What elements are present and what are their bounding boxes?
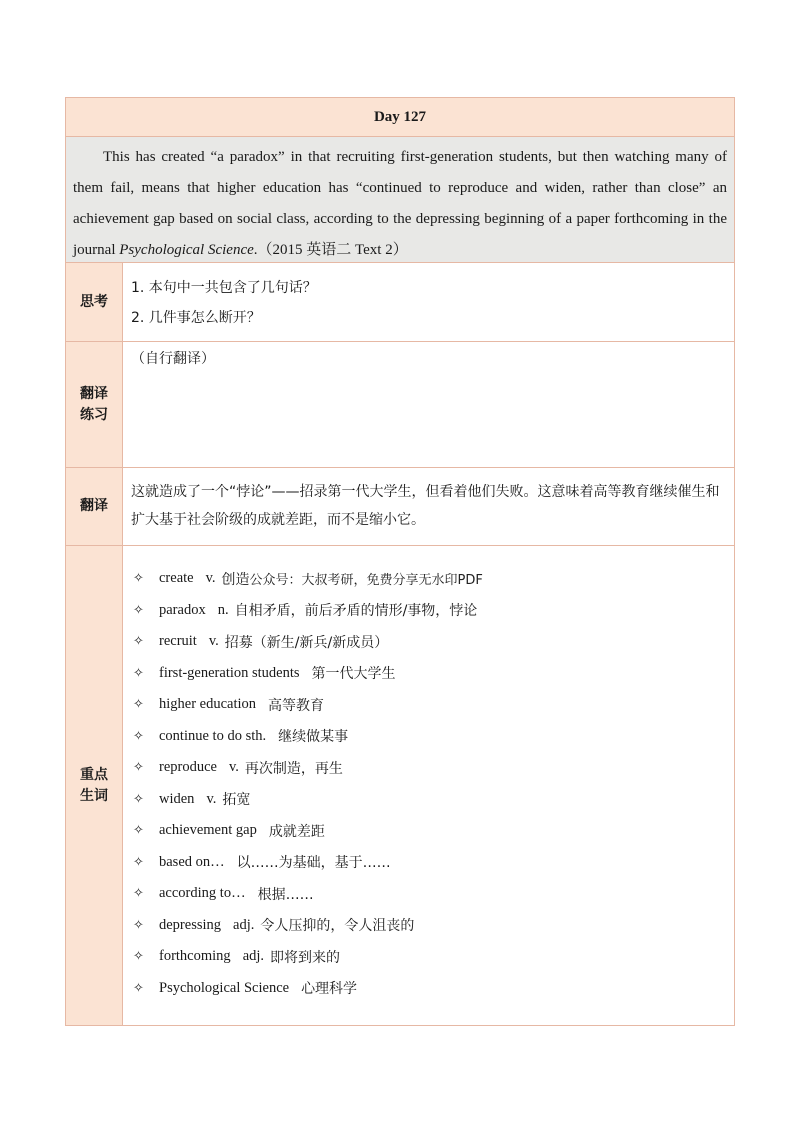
practice-label-line1: 翻译 xyxy=(80,385,108,402)
bullet-star-icon: ✧ xyxy=(133,697,144,713)
vocab-term: Psychological Science xyxy=(159,979,290,996)
bullet-star-icon: ✧ xyxy=(133,634,144,650)
vocab-item xyxy=(133,658,726,690)
think-row xyxy=(66,263,734,342)
vocab-meaning: 令人压抑的，令人沮丧的 xyxy=(260,918,415,935)
vocab-item xyxy=(133,910,726,942)
bullet-star-icon: ✧ xyxy=(133,917,144,933)
bullet-star-icon: ✧ xyxy=(133,665,144,681)
translation-row xyxy=(66,468,734,546)
vocab-item xyxy=(133,689,726,721)
sentence-row xyxy=(66,137,734,263)
bullet-star-icon: ✧ xyxy=(133,823,144,839)
vocab-term: recruit xyxy=(159,633,197,650)
vocab-pos: v. xyxy=(206,790,217,807)
vocab-label-line1: 重点 xyxy=(80,766,108,783)
think-question-1: 1. 本句中一共包含了几句话？ xyxy=(131,280,317,296)
think-questions xyxy=(123,263,734,341)
vocab-term: achievement gap xyxy=(159,822,257,839)
practice-label xyxy=(66,342,123,467)
practice-row xyxy=(66,342,734,468)
vocab-pos: adj. xyxy=(242,948,265,965)
vocab-pos: v. xyxy=(208,633,219,650)
vocab-term: paradox xyxy=(159,601,206,618)
bullet-star-icon: ✧ xyxy=(133,854,144,870)
vocab-meaning: 再次制造，再生 xyxy=(244,760,343,777)
vocab-term: continue to do sth. xyxy=(159,727,267,744)
bullet-star-icon: ✧ xyxy=(133,886,144,902)
vocab-item xyxy=(133,721,726,753)
vocab-label-line2: 生词 xyxy=(80,787,108,804)
vocab-label xyxy=(66,546,123,1025)
vocab-meaning: 自相矛盾，前后矛盾的情形/事物，悖论 xyxy=(234,603,478,620)
bullet-star-icon: ✧ xyxy=(133,571,144,587)
vocab-term: first-generation students xyxy=(159,664,300,681)
bullet-star-icon: ✧ xyxy=(133,791,144,807)
vocab-term: according to… xyxy=(159,885,246,902)
vocab-item xyxy=(133,815,726,847)
vocab-meaning: 高等教育 xyxy=(268,697,325,714)
vocab-item xyxy=(133,973,726,1005)
translation-text: 这就造成了一个“悖论”——招录第一代大学生，但看着他们失败。这意味着高等教育继续催生和扩大基于社会阶级的成就差距，而不是缩小它。 xyxy=(131,484,720,528)
vocab-item xyxy=(133,847,726,879)
study-card-table xyxy=(65,97,735,1026)
vocab-pos: v. xyxy=(228,759,239,776)
vocab-term: create xyxy=(159,570,194,587)
vocab-pos: v. xyxy=(205,570,216,587)
vocab-item xyxy=(133,784,726,816)
vocab-term: widen xyxy=(159,790,195,807)
sentence-text: This has created “a paradox” in that recruiting first-generation students, but then watching many of them fail, means that higher education has “continued to reproduce and widen, rather than close” an achievement gap based on social class, according to the depressing beginning of a paper forthcoming in the journal xyxy=(73,149,727,258)
vocab-term: depressing xyxy=(159,916,222,933)
practice-cell[interactable] xyxy=(123,342,734,467)
practice-hint: （自行翻译） xyxy=(131,351,215,367)
vocab-meaning: 成就差距 xyxy=(268,823,325,840)
example-sentence xyxy=(66,137,734,262)
bullet-star-icon: ✧ xyxy=(133,728,144,744)
vocab-item xyxy=(133,626,726,658)
vocab-item xyxy=(133,752,726,784)
vocab-term: based on… xyxy=(159,853,225,870)
vocab-meaning: 根据…… xyxy=(257,886,314,903)
journal-name: Psychological Science xyxy=(119,242,254,258)
vocab-meaning: 心理科学 xyxy=(301,981,358,998)
vocab-term: higher education xyxy=(159,696,257,713)
bullet-star-icon: ✧ xyxy=(133,760,144,776)
vocab-term: reproduce xyxy=(159,759,217,776)
title-row xyxy=(66,98,734,137)
day-title: Day 127 xyxy=(373,108,427,125)
vocab-item xyxy=(133,595,726,627)
practice-label-line2: 练习 xyxy=(80,406,108,423)
watermark-note: 公众号：大叔考研，免费分享无水印PDF xyxy=(249,573,483,589)
vocab-row xyxy=(66,546,734,1025)
vocab-meaning: 即将到来的 xyxy=(270,949,341,966)
translation-label: 翻译 xyxy=(66,468,123,545)
vocab-item xyxy=(133,878,726,910)
vocab-meaning: 第一代大学生 xyxy=(311,666,396,683)
bullet-star-icon: ✧ xyxy=(133,602,144,618)
vocab-pos: adj. xyxy=(233,916,255,933)
vocab-meaning: 拓宽 xyxy=(222,792,251,809)
think-label: 思考 xyxy=(66,263,123,341)
vocab-meaning: 创造 xyxy=(221,571,250,588)
vocab-meaning: 招募（新生/新兵/新成员） xyxy=(224,634,389,651)
vocab-list xyxy=(123,546,734,1025)
bullet-star-icon: ✧ xyxy=(133,949,144,965)
vocab-term: forthcoming xyxy=(159,948,231,965)
vocab-pos: n. xyxy=(217,601,229,618)
think-question-2: 2. 几件事怎么断开？ xyxy=(131,310,261,326)
vocab-item xyxy=(133,941,726,973)
sentence-source: .（2015 英语二 Text 2） xyxy=(253,242,408,258)
vocab-item xyxy=(133,563,726,595)
vocab-meaning: 继续做某事 xyxy=(278,729,349,746)
vocab-meaning: 以……为基础，基于…… xyxy=(236,855,391,872)
bullet-star-icon: ✧ xyxy=(133,980,144,996)
